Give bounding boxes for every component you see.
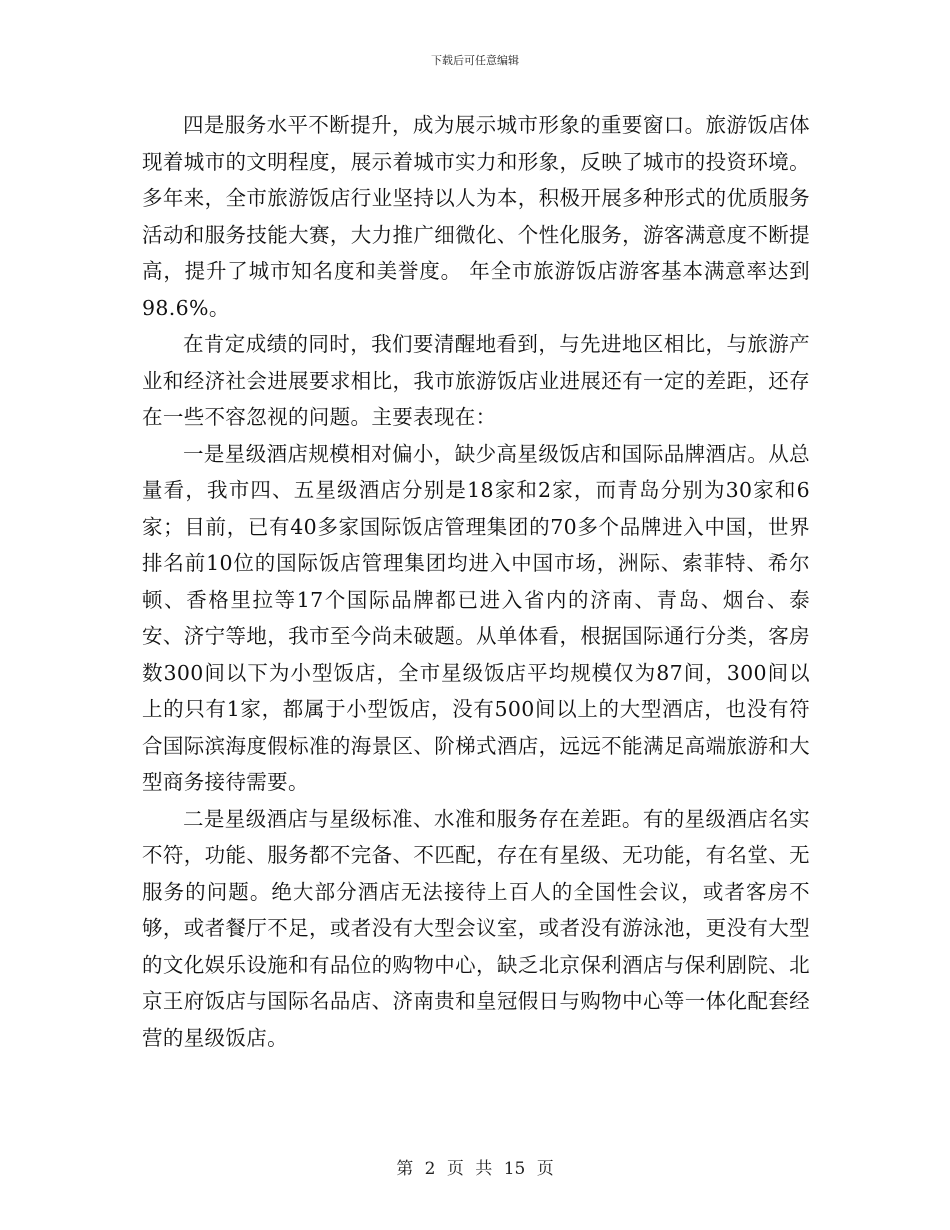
body-text [142,107,810,1056]
paragraph-problems-intro: 在肯定成绩的同时，我们要清醒地看到，与先进地区相比，与旅游产业和经济社会进展要求相比，我市旅游饭店业进展还有一定的差距，还存在一些不容忽视的问题。主要表现在： [142,332,810,429]
page-number-footer: 第 2 页 共 15 页 [396,1159,554,1179]
paragraph-standard-gap: 二是星级酒店与星级标准、水准和服务存在差距。有的星级酒店名实不符，功能、服务都不完备、不匹配，存在有星级、无功能，有名堂、无服务的问题。绝大部分酒店无法接待上百人的全国性会议，或者客房不够，或者餐厅不足，或者没有大型会议室，或者没有游泳池，更没有大型的文化娱乐设施和有品位的购物中心，缺乏北京保利酒店与保利剧院、北京王府饭店与国际名品店、济南贵和皇冠假日与购物中心等一体化配套经营的星级饭店。 [142,806,810,1050]
page-header: 下载后可任意编辑 [431,54,519,67]
paragraph-scale-problem: 一是星级酒店规模相对偏小，缺少高星级饭店和国际品牌酒店。从总量看，我市四、五星级酒店分别是18家和2家，而青岛分别为30家和6家；目前，已有40多家国际饭店管理集团的70多个品牌进入中国，世界排名前10位的国际饭店管理集团均进入中国市场，洲际、索菲特、希尔顿、香格里拉等17个国际品牌都已进入省内的济南、青岛、烟台、泰安、济宁等地，我市至今尚未破题。从单体看，根据国际通行分类，客房数300间以下为小型饭店，全市星级饭店平均规模仅为87间，300间以上的只有1家，都属于小型饭店，没有500间以上的大型酒店，也没有符合国际滨海度假标准的海景区、阶梯式酒店，远远不能满足高端旅游和大型商务接待需要。 [142,441,810,794]
paragraph-service-level: 四是服务水平不断提升，成为展示城市形象的重要窗口。旅游饭店体现着城市的文明程度，展示着城市实力和形象，反映了城市的投资环境。多年来，全市旅游饭店行业坚持以人为本，积极开展多种形式的优质服务活动和服务技能大赛，大力推广细微化、个性化服务，游客满意度不断提高，提升了城市知名度和美誉度。 年全市旅游饭店游客基本满意率达到98.6%。 [142,113,810,320]
